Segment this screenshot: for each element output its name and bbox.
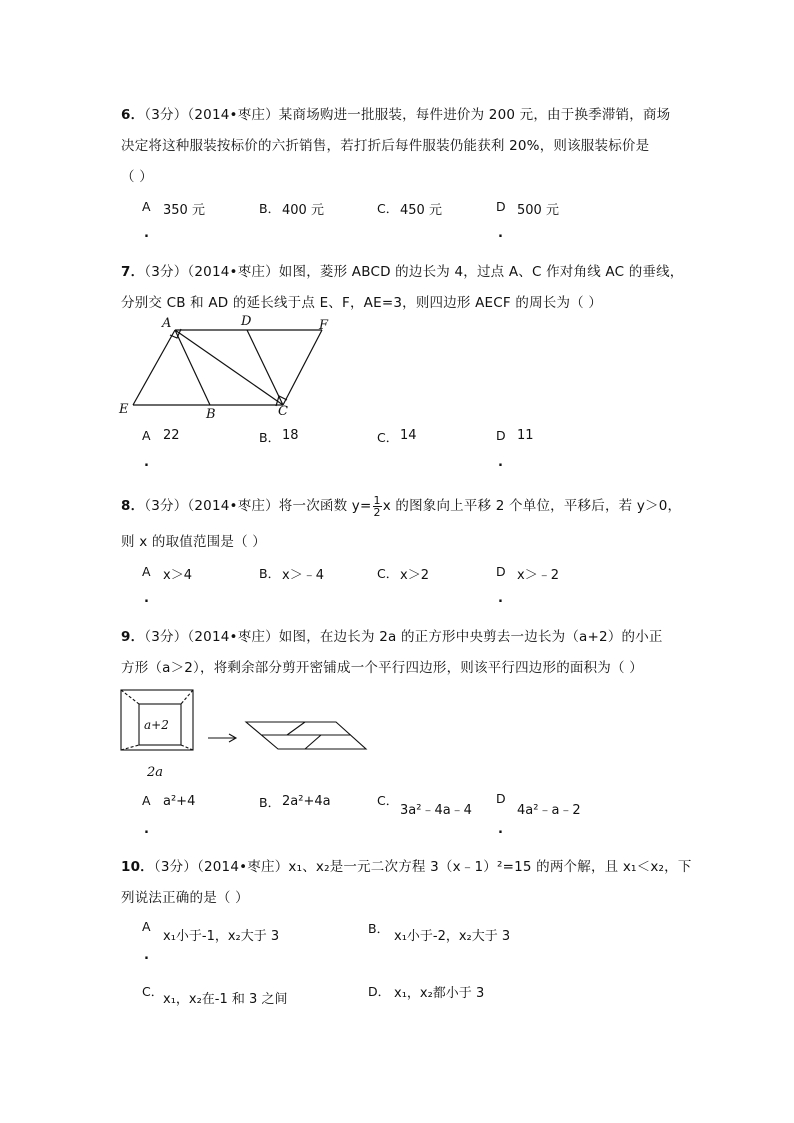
q8-option-c-letter: C． <box>377 566 399 581</box>
q10-option-c-text: x₁，x₂在-1 和 3 之间 <box>163 992 288 1007</box>
label-f: F <box>319 318 329 333</box>
q10-number: 10． <box>121 859 154 875</box>
label-d: D <box>241 314 252 329</box>
q9-line-2: 方形（a＞2），将剩余部分剪开密铺成一个平行四边形，则该平行四边形的面积为（ ） <box>121 660 643 676</box>
label-c: C <box>278 404 288 419</box>
q6-option-d-letter: D <box>496 199 506 214</box>
q6-option-d-text: 500 元 <box>517 203 559 218</box>
line-ea <box>133 330 175 405</box>
q6-dot-right: . <box>498 226 503 241</box>
q9-option-a-text: a²+4 <box>163 794 196 809</box>
q7-option-b-text: 18 <box>282 428 299 443</box>
q8-line-2: 则 x 的取值范围是（ ） <box>121 534 266 550</box>
q9-line-1: 9．（3分）（2014•枣庄）如图，在边长为 2a 的正方形中央剪去一边长为（a+2）的小正 <box>121 629 663 645</box>
label-b: B <box>206 407 216 422</box>
q7-number: 7． <box>121 264 145 280</box>
q10-dot-a: . <box>144 948 149 963</box>
q8-option-b-text: x＞﹣4 <box>282 568 324 583</box>
q7-option-a-text: 22 <box>163 428 180 443</box>
q8-option-a-text: x＞4 <box>163 568 192 583</box>
q9-option-a-letter: A <box>142 793 151 808</box>
q7-dot-right: . <box>498 455 503 470</box>
line-ab <box>175 330 210 405</box>
q6-line-1: 6．（3分）（2014•枣庄）某商场购进一批服装，每件进价为 200 元，由于换季滞销，商场 <box>121 107 671 123</box>
q9-option-b-text: 2a²+4a <box>282 794 331 809</box>
q7-line-1: 7．（3分）（2014•枣庄）如图，菱形 ABCD 的边长为 4，过点 A、C 作对角线 AC 的垂线， <box>121 264 684 280</box>
q6-number: 6． <box>121 107 145 123</box>
q9-dot-left: . <box>144 822 149 837</box>
q7-option-c-letter: C． <box>377 430 399 445</box>
q9-option-b-letter: B． <box>259 795 281 810</box>
line-dc <box>247 330 283 405</box>
q10-line-2: 列说法正确的是（ ） <box>121 890 249 906</box>
q8-dot-left: . <box>144 591 149 606</box>
q6-dot-left: . <box>144 226 149 241</box>
square-parallelogram-figure <box>115 684 410 784</box>
parallelogram-cut-2 <box>305 735 321 749</box>
q8-option-b-letter: B． <box>259 566 281 581</box>
q9-option-c-letter: C． <box>377 793 399 808</box>
q8-option-d-letter: D <box>496 564 506 579</box>
q7-option-d-text: 11 <box>517 428 534 443</box>
q9-dot-right: . <box>498 822 503 837</box>
q10-option-b-text: x₁小于-2，x₂大于 3 <box>394 929 511 944</box>
rhombus-figure <box>115 312 340 422</box>
q8-line-1: 8．（3分）（2014•枣庄）将一次函数 y= $\frac{1}{2}$ x 的图象向上平移 2 个单位，平移后，若 y＞0， <box>121 493 682 519</box>
q6-option-c-text: 450 元 <box>400 203 442 218</box>
q10-option-d-letter: D． <box>368 984 391 999</box>
q9-number: 9． <box>121 629 145 645</box>
line-ac <box>175 330 283 405</box>
q7-option-c-text: 14 <box>400 428 417 443</box>
label-a: A <box>162 316 172 331</box>
q8-option-c-text: x＞2 <box>400 568 429 583</box>
q10-line-1: 10．（3分）（2014•枣庄）x₁、x₂是一元二次方程 3（x﹣1）²=15 的两个解，且 x₁＜x₂，下 <box>121 859 692 875</box>
q9-option-c-text: 3a²﹣4a﹣4 <box>400 803 472 818</box>
q6-option-a-letter: A <box>142 199 151 214</box>
q7-line-2: 分别交 CB 和 AD 的延长线于点 E、F，AE=3，则四边形 AECF 的周长为（ ） <box>121 295 603 311</box>
line-fc <box>283 330 322 405</box>
q8-option-d-text: x＞﹣2 <box>517 568 559 583</box>
q9-option-d-letter: D <box>496 791 506 806</box>
q7-option-d-letter: D <box>496 428 506 443</box>
q7-option-b-letter: B． <box>259 430 281 445</box>
q6-option-b-text: 400 元 <box>282 203 324 218</box>
q6-option-c-letter: C． <box>377 201 399 216</box>
q6-line-3: （ ） <box>121 169 153 185</box>
q10-option-d-text: x₁，x₂都小于 3 <box>394 986 485 1001</box>
q6-option-a-text: 350 元 <box>163 203 205 218</box>
q10-option-a-text: x₁小于-1，x₂大于 3 <box>163 929 280 944</box>
side-label: 2a <box>147 765 164 780</box>
q6-option-b-letter: B． <box>259 201 281 216</box>
q10-option-c-letter: C． <box>142 984 164 999</box>
inner-square-label: a+2 <box>144 718 169 732</box>
parallelogram-cut-1 <box>287 722 305 735</box>
q10-option-b-letter: B． <box>368 921 390 936</box>
q8-dot-right: . <box>498 591 503 606</box>
label-e: E <box>119 402 129 417</box>
q6-line-2: 决定将这种服装按标价的六折销售，若打折后每件服装仍能获利 20%，则该服装标价是 <box>121 138 650 154</box>
q8-option-a-letter: A <box>142 564 151 579</box>
q10-option-a-letter: A <box>142 919 151 934</box>
q7-option-a-letter: A <box>142 428 151 443</box>
q8-number: 8． <box>121 498 145 514</box>
q9-option-d-text: 4a²﹣a﹣2 <box>517 803 581 818</box>
fraction-one-half: $\frac{1}{2}$ <box>373 493 381 519</box>
q7-dot-left: . <box>144 455 149 470</box>
